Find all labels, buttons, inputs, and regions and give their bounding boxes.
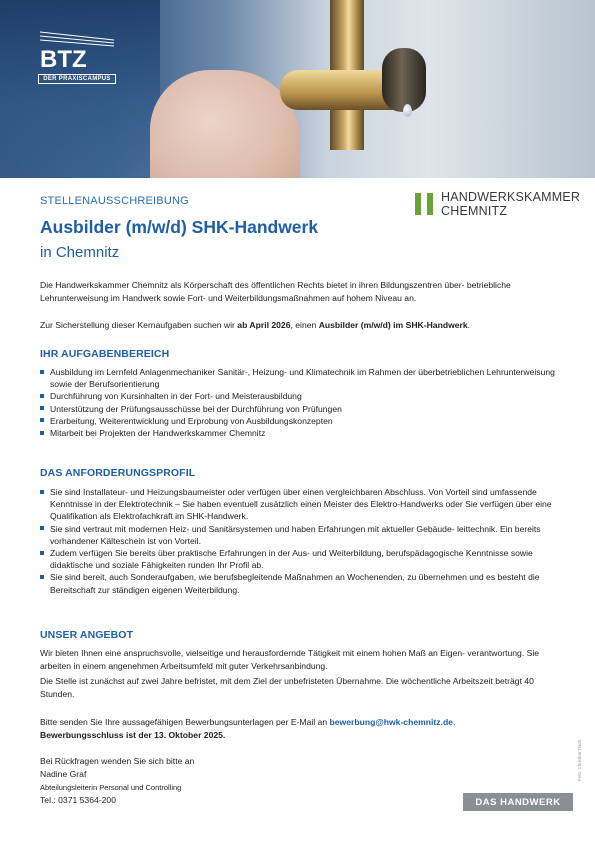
das-handwerk-badge: DAS HANDWERK <box>463 793 573 811</box>
bullet-square-icon <box>40 394 44 398</box>
bullet-square-icon <box>40 526 44 530</box>
profil-list <box>40 486 558 596</box>
hand-shape <box>150 70 300 178</box>
section-heading-angebot: UNSER ANGEBOT <box>40 629 134 641</box>
btz-logo-subtitle: DER PRAXISCAMPUS <box>38 74 116 84</box>
valve-knob-shape <box>382 48 426 112</box>
title-block <box>40 195 560 261</box>
list-item <box>40 571 558 595</box>
list-item <box>40 366 558 390</box>
kontakt-phone: Tel.: 0371 5364-200 <box>40 795 116 805</box>
hwk-logo-line1: HANDWERKSKAMMER <box>441 190 581 204</box>
deadline: Bewerbungsschluss ist der 13. Oktober 2025. <box>40 730 226 740</box>
section-heading-profil: DAS ANFORDERUNGSPROFIL <box>40 467 196 479</box>
photo-credit: Foto: Christian Tisch <box>577 740 582 782</box>
intro-text: , einen <box>290 320 319 330</box>
intro-text: . <box>467 320 471 330</box>
kontakt-role: Abteilungsleiterin Personal und Controlling <box>40 783 182 792</box>
bullet-square-icon <box>40 418 44 422</box>
aufgaben-list <box>40 366 558 439</box>
list-item-text: Erarbeitung, Weiterentwicklung und Erprobung von Ausbildungskonzepten <box>50 415 333 426</box>
bullet-square-icon <box>40 370 44 374</box>
start-date: ab April 2026 <box>237 320 291 330</box>
list-item-text: Sie sind bereit, auch Sonderaufgaben, wie berufsbegleitende Maßnahmen an Wochenenden, zu übernehmen und es besteht die Bereitschaft zur ständigen eigenen Weiterbildung. <box>50 572 540 595</box>
bewerbung-text: Bitte senden Sie Ihre aussagefähigen Bewerbungsunterlagen per E-Mail an <box>40 717 330 727</box>
list-item-text: Mitarbeit bei Projekten der Handwerkskammer Chemnitz <box>50 428 266 439</box>
bewerbung-paragraph <box>40 716 558 742</box>
bullet-square-icon <box>40 575 44 579</box>
email-link[interactable]: bewerbung@hwk-chemnitz.de <box>329 717 453 727</box>
header-photo <box>0 0 595 178</box>
photo-blue-overlay <box>0 0 160 178</box>
list-item <box>40 486 558 523</box>
list-item <box>40 415 558 427</box>
list-item <box>40 390 558 402</box>
intro-paragraph-2 <box>40 319 558 332</box>
hwk-logo-line2: CHEMNITZ <box>441 204 508 218</box>
section-heading-aufgaben: IHR AUFGABENBEREICH <box>40 348 170 360</box>
btz-logo-text: BTZ <box>40 46 87 70</box>
bullet-square-icon <box>40 490 44 494</box>
intro-text: Zur Sicherstellung dieser Kernaufgaben suchen wir <box>40 320 238 330</box>
page-title: Ausbilder (m/w/d) SHK-Handwerk <box>40 217 319 237</box>
list-item-text: Durchführung von Kursinhalten in der Fort- und Meisterausbildung <box>50 391 302 402</box>
bewerbung-text: . <box>452 717 456 727</box>
angebot-paragraph: Wir bieten Ihnen eine anspruchsvolle, vielseitige und herausfordernde Tätigkeit mit einem hohen Maß an Eigen- verantwortung. Sie arbeiten in einem angenehmen Arbeitsumfeld mit guter Verkehrsanbindung. <box>40 648 540 671</box>
list-item <box>40 547 558 571</box>
list-item-text: Sie sind vertraut mit modernen Heiz- und Sanitärsystemen und haben Erfahrungen mit aktueller Gebäude- leittechnik. Ein bereits vorhandener Kälteschein ist von Vorteil. <box>50 523 541 546</box>
list-item <box>40 427 558 439</box>
bullet-square-icon <box>40 431 44 435</box>
angebot-paragraph-2: Die Stelle ist zunächst auf zwei Jahre befristet, mit dem Ziel der unbefristeten Übernahme. Die wöchentliche Arbeitszeit beträgt 40 Stunden. <box>40 676 534 699</box>
btz-logo-mark <box>38 30 116 70</box>
list-item-text: Sie sind Installateur- und Heizungsbaumeister oder verfügen über einen vergleichbaren Abschluss. Von Vorteil sind umfassende Kenntnisse in der Elektrotechnik – Sie haben eventuell zusätzlich einen Meister des Elektro-Handwerks oder Sie verfügen über eine Qualifikation als Elektrofachkraft im SHK-Handwerk. <box>50 487 552 522</box>
kicker: STELLENAUSSCHREIBUNG <box>40 195 189 207</box>
list-item-text: Unterstützung der Prüfungsausschüsse bei der Durchführung von Prüfungen <box>50 403 342 414</box>
intro-paragraph: Die Handwerkskammer Chemnitz als Körperschaft des öffentlichen Rechts bietet in ihren Bildungszentren über- betriebliche Lehrunterweisung im Handwerk sowie Fort- und Weiterbildungsmaßnahmen auf hohem Niveau an. <box>40 280 511 303</box>
btz-logo <box>38 30 116 84</box>
position-name: Ausbilder (m/w/d) im SHK-Handwerk <box>318 320 468 330</box>
list-item-text: Ausbildung im Lernfeld Anlagenmechaniker Sanitär-, Heizung- und Klimatechnik im Rahmen der überbetrieblichen Lehrunterweisung sowie der Berufsorientierung <box>50 367 555 390</box>
water-drop-shape <box>403 104 412 117</box>
list-item-text: Zudem verfügen Sie bereits über praktische Erfahrungen in der Aus- und Weiterbildung, berufspädagogische Kenntnisse sowie didaktische und soziale Fähigkeiten runden Ihr Profil ab. <box>50 548 533 571</box>
list-item <box>40 403 558 415</box>
bullet-square-icon <box>40 551 44 555</box>
list-item <box>40 523 558 547</box>
kontakt-intro: Bei Rückfragen wenden Sie sich bitte an <box>40 756 195 766</box>
kontakt-name: Nadine Graf <box>40 769 87 779</box>
bullet-square-icon <box>40 406 44 410</box>
page-subtitle: in Chemnitz <box>40 244 120 261</box>
